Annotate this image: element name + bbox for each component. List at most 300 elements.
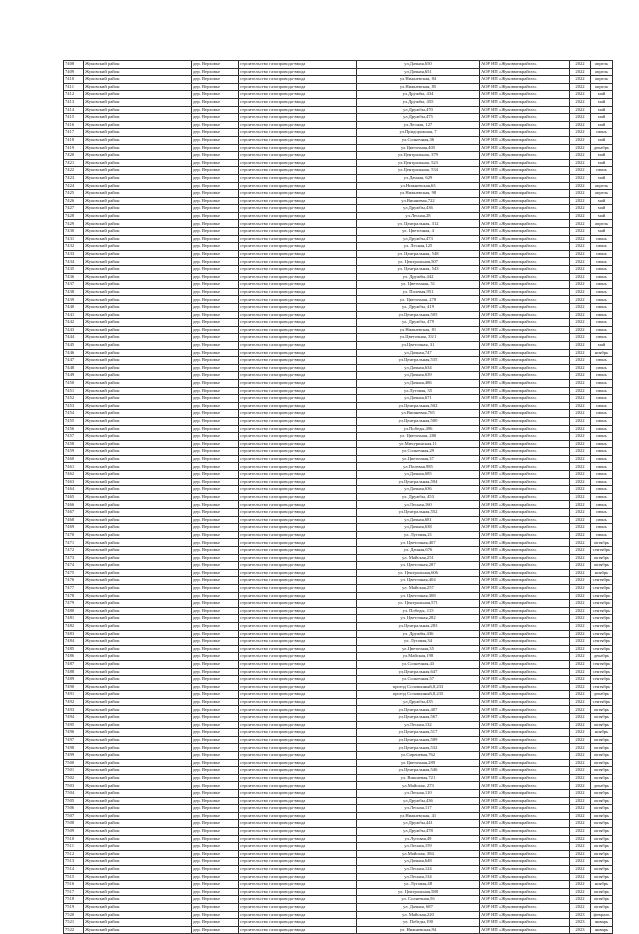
work-type-cell: строительство газопровода-ввода <box>239 903 357 911</box>
year-cell: 2023 <box>570 911 591 919</box>
district-cell: Жуковский район <box>84 106 192 114</box>
row-number: 7462 <box>64 471 84 479</box>
district-cell: Жуковский район <box>84 281 192 289</box>
work-type-cell: строительство газопровода-ввода <box>239 569 357 577</box>
address-cell: ул.Центральная,535 <box>357 357 480 365</box>
month-cell: сентябрь <box>591 615 613 623</box>
executor-cell: АОР НП «Жуковмежрайгаз» <box>480 174 570 182</box>
executor-cell: АОР НП «Жуковмежрайгаз» <box>480 159 570 167</box>
address-cell: ул.Лесная, 127 <box>357 121 480 129</box>
year-cell: 2022 <box>570 76 591 84</box>
row-number: 7502 <box>64 774 84 782</box>
executor-cell: АОР НП «Жуковмежрайгаз» <box>480 516 570 524</box>
month-cell: июнь <box>591 273 613 281</box>
year-cell: 2022 <box>570 547 591 555</box>
row-number: 7457 <box>64 433 84 441</box>
row-number: 7433 <box>64 250 84 258</box>
settlement-cell: дер. Верховье <box>192 372 239 380</box>
settlement-cell: дер. Верховье <box>192 767 239 775</box>
year-cell: 2022 <box>570 888 591 896</box>
district-cell: Жуковский район <box>84 539 192 547</box>
executor-cell: АОР НП «Жуковмежрайгаз» <box>480 622 570 630</box>
year-cell: 2022 <box>570 448 591 456</box>
table-row <box>64 440 613 448</box>
executor-cell: АОР НП «Жуковмежрайгаз» <box>480 805 570 813</box>
settlement-cell: дер. Верховье <box>192 531 239 539</box>
work-type-cell: строительство газопровода-ввода <box>239 653 357 661</box>
table-row <box>64 774 613 782</box>
settlement-cell: дер. Верховье <box>192 182 239 190</box>
year-cell: 2022 <box>570 121 591 129</box>
settlement-cell: дер. Верховье <box>192 319 239 327</box>
month-cell: май <box>591 205 613 213</box>
table-row <box>64 539 613 547</box>
year-cell: 2022 <box>570 827 591 835</box>
executor-cell: АОР НП «Жуковмежрайгаз» <box>480 144 570 152</box>
table-row <box>64 850 613 858</box>
table-row <box>64 676 613 684</box>
work-type-cell: строительство газопровода-ввода <box>239 622 357 630</box>
gasification-schedule-table <box>63 60 613 934</box>
settlement-cell: дер. Верховье <box>192 607 239 615</box>
table-row <box>64 410 613 418</box>
settlement-cell: дер. Верховье <box>192 395 239 403</box>
address-cell: ул. Дачная, 687 <box>357 903 480 911</box>
table-row <box>64 577 613 585</box>
district-cell: Жуковский район <box>84 410 192 418</box>
table-row <box>64 326 613 334</box>
executor-cell: АОР НП «Жуковмежрайгаз» <box>480 744 570 752</box>
month-cell: ноябрь <box>591 729 613 737</box>
row-number: 7511 <box>64 843 84 851</box>
work-type-cell: строительство газопровода-ввода <box>239 600 357 608</box>
address-cell: ул.Центральная,505 <box>357 311 480 319</box>
work-type-cell: строительство газопровода-ввода <box>239 547 357 555</box>
table-row <box>64 622 613 630</box>
table-row <box>64 425 613 433</box>
row-number: 7413 <box>64 98 84 106</box>
settlement-cell: дер. Верховье <box>192 896 239 904</box>
address-cell: ул.Дружбы,441 <box>357 820 480 828</box>
work-type-cell: строительство газопровода-ввода <box>239 463 357 471</box>
district-cell: Жуковский район <box>84 774 192 782</box>
executor-cell: АОР НП «Жуковмежрайгаз» <box>480 835 570 843</box>
month-cell: октябрь <box>591 888 613 896</box>
row-number: 7459 <box>64 448 84 456</box>
row-number: 7488 <box>64 668 84 676</box>
executor-cell: АОР НП «Жуковмежрайгаз» <box>480 630 570 638</box>
work-type-cell: строительство газопровода-ввода <box>239 531 357 539</box>
month-cell: июнь <box>591 501 613 509</box>
table-row <box>64 357 613 365</box>
settlement-cell: дер. Верховье <box>192 668 239 676</box>
district-cell: Жуковский район <box>84 691 192 699</box>
month-cell: февраль <box>591 911 613 919</box>
address-cell: ул. Дачная,676 <box>357 547 480 555</box>
table-row <box>64 364 613 372</box>
work-type-cell: строительство газопровода-ввода <box>239 258 357 266</box>
address-cell: ул. Дружбы, 479 <box>357 319 480 327</box>
settlement-cell: дер. Верховье <box>192 379 239 387</box>
address-cell: ул.Центральная, 379 <box>357 152 480 160</box>
month-cell: июнь <box>591 167 613 175</box>
address-cell: ул.Дачная,486 <box>357 379 480 387</box>
month-cell: январь <box>591 926 613 934</box>
settlement-cell: дер. Верховье <box>192 919 239 927</box>
district-cell: Жуковский район <box>84 873 192 881</box>
table-row <box>64 562 613 570</box>
district-cell: Жуковский район <box>84 190 192 198</box>
executor-cell: АОР НП «Жуковмежрайгаз» <box>480 281 570 289</box>
address-cell: ул. Нижневская,94 <box>357 926 480 934</box>
address-cell: ул.Придорожная, 7 <box>357 129 480 137</box>
table-row <box>64 182 613 190</box>
settlement-cell: дер. Верховье <box>192 61 239 69</box>
row-number: 7505 <box>64 797 84 805</box>
settlement-cell: дер. Верховье <box>192 790 239 798</box>
address-cell: ул.Дружбы,435 <box>357 698 480 706</box>
address-cell: ул. Цветочная,287 <box>357 562 480 570</box>
work-type-cell: строительство газопровода-ввода <box>239 539 357 547</box>
district-cell: Жуковский район <box>84 858 192 866</box>
executor-cell: АОР НП «Жуковмежрайгаз» <box>480 782 570 790</box>
row-number: 7455 <box>64 417 84 425</box>
work-type-cell: строительство газопровода-ввода <box>239 592 357 600</box>
settlement-cell: дер. Верховье <box>192 417 239 425</box>
year-cell: 2022 <box>570 850 591 858</box>
district-cell: Жуковский район <box>84 714 192 722</box>
month-cell: июнь <box>591 463 613 471</box>
month-cell: сентябрь <box>591 547 613 555</box>
table-row <box>64 250 613 258</box>
executor-cell: АОР НП «Жуковмежрайгаз» <box>480 266 570 274</box>
district-cell: Жуковский район <box>84 258 192 266</box>
address-cell: проезд Соловьиный,8,235 <box>357 691 480 699</box>
district-cell: Жуковский район <box>84 615 192 623</box>
district-cell: Жуковский район <box>84 91 192 99</box>
work-type-cell: строительство газопровода-ввода <box>239 630 357 638</box>
executor-cell: АОР НП «Жуковмежрайгаз» <box>480 926 570 934</box>
district-cell: Жуковский район <box>84 448 192 456</box>
settlement-cell: дер. Верховье <box>192 782 239 790</box>
month-cell: октябрь <box>591 714 613 722</box>
address-cell: ул. Цветочная, 51 <box>357 281 480 289</box>
year-cell: 2022 <box>570 258 591 266</box>
table-row <box>64 531 613 539</box>
settlement-cell: дер. Верховье <box>192 797 239 805</box>
month-cell: май <box>591 152 613 160</box>
address-cell: ул. Дружбы,436 <box>357 630 480 638</box>
district-cell: Жуковский район <box>84 121 192 129</box>
year-cell: 2022 <box>570 433 591 441</box>
year-cell: 2022 <box>570 820 591 828</box>
address-cell: ул.Солнечная,43 <box>357 660 480 668</box>
month-cell: июнь <box>591 410 613 418</box>
month-cell: июнь <box>591 493 613 501</box>
year-cell: 2022 <box>570 349 591 357</box>
executor-cell: АОР НП «Жуковмежрайгаз» <box>480 212 570 220</box>
table-row <box>64 395 613 403</box>
executor-cell: АОР НП «Жуковмежрайгаз» <box>480 182 570 190</box>
district-cell: Жуковский район <box>84 243 192 251</box>
address-cell: ул. Центральная, 548 <box>357 250 480 258</box>
row-number: 7512 <box>64 850 84 858</box>
work-type-cell: строительство газопровода-ввода <box>239 926 357 934</box>
district-cell: Жуковский район <box>84 136 192 144</box>
year-cell: 2022 <box>570 676 591 684</box>
work-type-cell: строительство газопровода-ввода <box>239 357 357 365</box>
executor-cell: АОР НП «Жуковмежрайгаз» <box>480 592 570 600</box>
district-cell: Жуковский район <box>84 767 192 775</box>
year-cell: 2022 <box>570 729 591 737</box>
district-cell: Жуковский район <box>84 288 192 296</box>
table-row <box>64 159 613 167</box>
settlement-cell: дер. Верховье <box>192 638 239 646</box>
executor-cell: АОР НП «Жуковмежрайгаз» <box>480 273 570 281</box>
month-cell: июнь <box>591 524 613 532</box>
work-type-cell: строительство газопровода-ввода <box>239 121 357 129</box>
settlement-cell: дер. Верховье <box>192 736 239 744</box>
address-cell: ул.Нижневская,63 <box>357 182 480 190</box>
month-cell: октябрь <box>591 865 613 873</box>
row-number: 7463 <box>64 478 84 486</box>
work-type-cell: строительство газопровода-ввода <box>239 835 357 843</box>
row-number: 7506 <box>64 805 84 813</box>
settlement-cell: дер. Верховье <box>192 76 239 84</box>
month-cell: сентябрь <box>591 660 613 668</box>
address-cell: ул.Солнечная,57 <box>357 676 480 684</box>
work-type-cell: строительство газопровода-ввода <box>239 843 357 851</box>
district-cell: Жуковский район <box>84 827 192 835</box>
row-number: 7419 <box>64 144 84 152</box>
row-number: 7427 <box>64 205 84 213</box>
month-cell: октябрь <box>591 706 613 714</box>
address-cell: ул.Дружбы, 455 <box>357 98 480 106</box>
table-row <box>64 645 613 653</box>
address-cell: ул. Цветочная, 278 <box>357 296 480 304</box>
settlement-cell: дер. Верховье <box>192 774 239 782</box>
work-type-cell: строительство газопровода-ввода <box>239 607 357 615</box>
row-number: 7471 <box>64 539 84 547</box>
month-cell: май <box>591 159 613 167</box>
table-row <box>64 691 613 699</box>
table-row <box>64 714 613 722</box>
month-cell: сентябрь <box>591 630 613 638</box>
year-cell: 2022 <box>570 395 591 403</box>
address-cell: ул.Центральная,567 <box>357 714 480 722</box>
row-number: 7432 <box>64 243 84 251</box>
work-type-cell: строительство газопровода-ввода <box>239 167 357 175</box>
month-cell: октябрь <box>591 820 613 828</box>
work-type-cell: строительство газопровода-ввода <box>239 638 357 646</box>
district-cell: Жуковский район <box>84 600 192 608</box>
year-cell: 2022 <box>570 410 591 418</box>
month-cell: июнь <box>591 486 613 494</box>
year-cell: 2022 <box>570 114 591 122</box>
settlement-cell: дер. Верховье <box>192 873 239 881</box>
address-cell: ул.Полевая,985 <box>357 463 480 471</box>
table-row <box>64 820 613 828</box>
work-type-cell: строительство газопровода-ввода <box>239 83 357 91</box>
document-page <box>63 60 612 934</box>
district-cell: Жуковский район <box>84 319 192 327</box>
row-number: 7452 <box>64 395 84 403</box>
row-number: 7443 <box>64 326 84 334</box>
district-cell: Жуковский район <box>84 509 192 517</box>
executor-cell: АОР НП «Жуковмежрайгаз» <box>480 645 570 653</box>
district-cell: Жуковский район <box>84 493 192 501</box>
district-cell: Жуковский район <box>84 334 192 342</box>
executor-cell: АОР НП «Жуковмежрайгаз» <box>480 858 570 866</box>
settlement-cell: дер. Верховье <box>192 296 239 304</box>
address-cell: ул. Победы, 115 <box>357 607 480 615</box>
year-cell: 2022 <box>570 463 591 471</box>
executor-cell: АОР НП «Жуковмежрайгаз» <box>480 881 570 889</box>
executor-cell: АОР НП «Жуковмежрайгаз» <box>480 759 570 767</box>
year-cell: 2022 <box>570 273 591 281</box>
month-cell: сентябрь <box>591 592 613 600</box>
work-type-cell: строительство газопровода-ввода <box>239 106 357 114</box>
work-type-cell: строительство газопровода-ввода <box>239 721 357 729</box>
row-number: 7521 <box>64 919 84 927</box>
work-type-cell: строительство газопровода-ввода <box>239 402 357 410</box>
table-row <box>64 547 613 555</box>
month-cell: июнь <box>591 395 613 403</box>
executor-cell: АОР НП «Жуковмежрайгаз» <box>480 326 570 334</box>
work-type-cell: строительство газопровода-ввода <box>239 509 357 517</box>
settlement-cell: дер. Верховье <box>192 706 239 714</box>
address-cell: ул.Дачная,634 <box>357 364 480 372</box>
row-number: 7504 <box>64 790 84 798</box>
settlement-cell: дер. Верховье <box>192 547 239 555</box>
district-cell: Жуковский район <box>84 304 192 312</box>
row-number: 7484 <box>64 638 84 646</box>
table-row <box>64 228 613 236</box>
month-cell: июнь <box>591 281 613 289</box>
address-cell: ул.Цветочная, 33/1 <box>357 334 480 342</box>
work-type-cell: строительство газопровода-ввода <box>239 691 357 699</box>
work-type-cell: строительство газопровода-ввода <box>239 319 357 327</box>
district-cell: Жуковский район <box>84 835 192 843</box>
address-cell: ул.Центральная,546 <box>357 767 480 775</box>
settlement-cell: дер. Верховье <box>192 926 239 934</box>
work-type-cell: строительство газопровода-ввода <box>239 729 357 737</box>
work-type-cell: строительство газопровода-ввода <box>239 554 357 562</box>
month-cell: июнь <box>591 266 613 274</box>
executor-cell: АОР НП «Жуковмежрайгаз» <box>480 584 570 592</box>
work-type-cell: строительство газопровода-ввода <box>239 448 357 456</box>
executor-cell: АОР НП «Жуковмежрайгаз» <box>480 387 570 395</box>
district-cell: Жуковский район <box>84 402 192 410</box>
settlement-cell: дер. Верховье <box>192 159 239 167</box>
table-row <box>64 106 613 114</box>
year-cell: 2022 <box>570 197 591 205</box>
executor-cell: АОР НП «Жуковмежрайгаз» <box>480 311 570 319</box>
executor-cell: АОР НП «Жуковмежрайгаз» <box>480 349 570 357</box>
settlement-cell: дер. Верховье <box>192 433 239 441</box>
address-cell: ул.Дружбы,436 <box>357 205 480 213</box>
row-number: 7409 <box>64 68 84 76</box>
district-cell: Жуковский район <box>84 182 192 190</box>
month-cell: сентябрь <box>591 638 613 646</box>
month-cell: июнь <box>591 516 613 524</box>
address-cell: ул.Дружбы, 434 <box>357 91 480 99</box>
work-type-cell: строительство газопровода-ввода <box>239 114 357 122</box>
address-cell: ул.Луговая,49 <box>357 835 480 843</box>
executor-cell: АОР НП «Жуковмежрайгаз» <box>480 903 570 911</box>
month-cell: июнь <box>591 357 613 365</box>
executor-cell: АОР НП «Жуковмежрайгаз» <box>480 334 570 342</box>
year-cell: 2022 <box>570 167 591 175</box>
address-cell: ул. Центральная, 312 <box>357 220 480 228</box>
settlement-cell: дер. Верховье <box>192 91 239 99</box>
executor-cell: АОР НП «Жуковмежрайгаз» <box>480 136 570 144</box>
month-cell: сентябрь <box>591 584 613 592</box>
month-cell: апрель <box>591 76 613 84</box>
row-number: 7438 <box>64 288 84 296</box>
row-number: 7465 <box>64 493 84 501</box>
address-cell: ул. Цветочная,308 <box>357 592 480 600</box>
settlement-cell: дер. Верховье <box>192 220 239 228</box>
settlement-cell: дер. Верховье <box>192 501 239 509</box>
row-number: 7467 <box>64 509 84 517</box>
settlement-cell: дер. Верховье <box>192 425 239 433</box>
table-row <box>64 767 613 775</box>
address-cell: ул.Лесная,28 <box>357 212 480 220</box>
table-row <box>64 455 613 463</box>
year-cell: 2022 <box>570 319 591 327</box>
month-cell: апрель <box>591 83 613 91</box>
settlement-cell: дер. Верховье <box>192 212 239 220</box>
row-number: 7515 <box>64 873 84 881</box>
month-cell: май <box>591 91 613 99</box>
work-type-cell: строительство газопровода-ввода <box>239 820 357 828</box>
address-cell: ул.Вишневая,765 <box>357 410 480 418</box>
month-cell: июнь <box>591 311 613 319</box>
table-body <box>64 61 613 934</box>
month-cell: май <box>591 136 613 144</box>
executor-cell: АОР НП «Жуковмежрайгаз» <box>480 896 570 904</box>
district-cell: Жуковский район <box>84 729 192 737</box>
address-cell: ул. Луговая,21 <box>357 531 480 539</box>
table-row <box>64 592 613 600</box>
executor-cell: АОР НП «Жуковмежрайгаз» <box>480 554 570 562</box>
month-cell: октябрь <box>591 736 613 744</box>
work-type-cell: строительство газопровода-ввода <box>239 182 357 190</box>
work-type-cell: строительство газопровода-ввода <box>239 364 357 372</box>
work-type-cell: строительство газопровода-ввода <box>239 827 357 835</box>
table-row <box>64 212 613 220</box>
year-cell: 2022 <box>570 228 591 236</box>
row-number: 7474 <box>64 562 84 570</box>
district-cell: Жуковский район <box>84 433 192 441</box>
month-cell: октябрь <box>591 752 613 760</box>
settlement-cell: дер. Верховье <box>192 615 239 623</box>
row-number: 7426 <box>64 197 84 205</box>
settlement-cell: дер. Верховье <box>192 288 239 296</box>
address-cell: ул. Центральная,507 <box>357 258 480 266</box>
settlement-cell: дер. Верховье <box>192 729 239 737</box>
row-number: 7520 <box>64 911 84 919</box>
work-type-cell: строительство газопровода-ввода <box>239 91 357 99</box>
executor-cell: АОР НП «Жуковмежрайгаз» <box>480 114 570 122</box>
row-number: 7460 <box>64 455 84 463</box>
district-cell: Жуковский район <box>84 152 192 160</box>
table-row <box>64 152 613 160</box>
district-cell: Жуковский район <box>84 820 192 828</box>
table-row <box>64 266 613 274</box>
year-cell: 2022 <box>570 402 591 410</box>
